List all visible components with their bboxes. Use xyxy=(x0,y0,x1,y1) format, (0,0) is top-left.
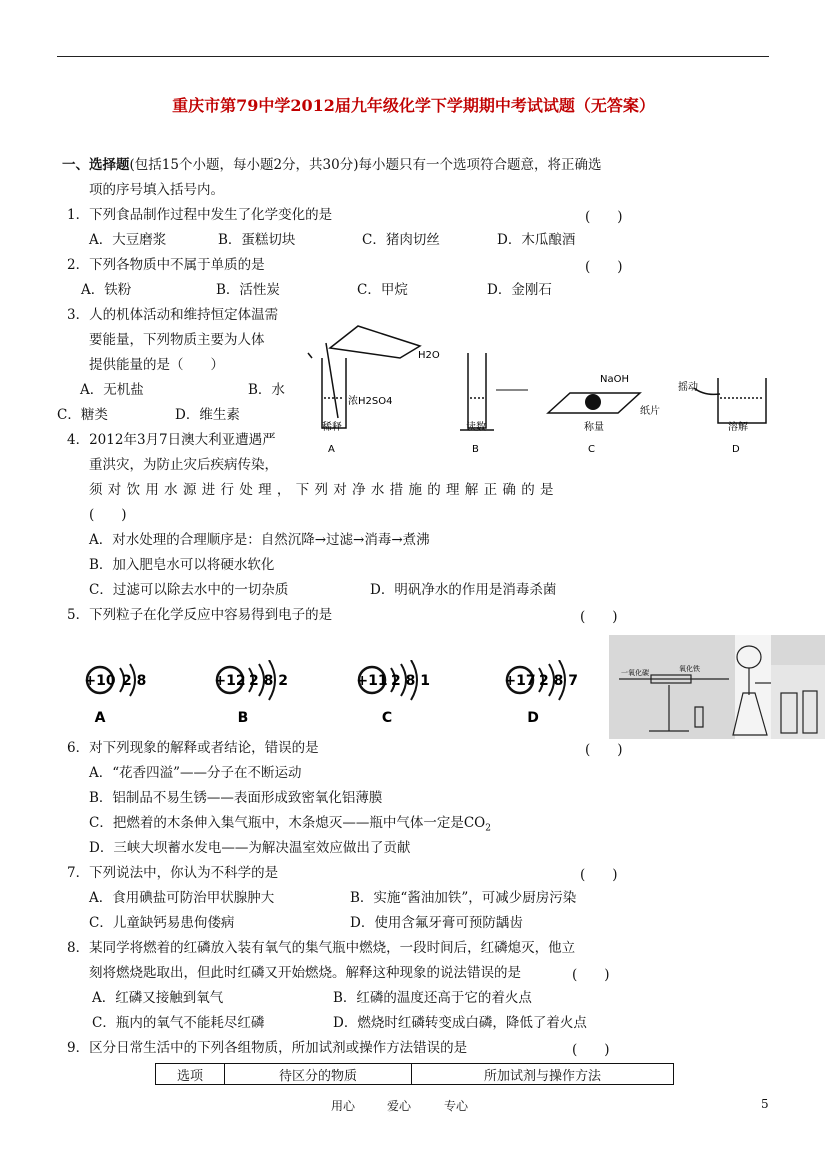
q4-option-d: D．明矾净水的作用是消毒杀菌 xyxy=(370,582,557,598)
caption-d: 溶解 xyxy=(728,422,748,433)
q4-stem-1: 4．2012年3月7日澳大利亚遭遇严 xyxy=(67,432,276,448)
letter-b: B xyxy=(472,444,479,455)
atom-c-nucleus: +11 xyxy=(357,673,388,689)
q2-answer-paren[interactable]: ( ) xyxy=(585,259,623,275)
lab-operations-figure xyxy=(300,318,770,458)
label-paper: 纸片 xyxy=(640,406,660,417)
letter-d: D xyxy=(732,444,740,455)
section-heading-rest: (包括15个小题，每小题2分，共30分)每小题只有一个选项符合题意，将正确选 xyxy=(129,157,602,173)
atom-a-svg xyxy=(80,660,200,730)
q9-table-header-row xyxy=(156,1064,674,1085)
q3-option-d: D．维生素 xyxy=(175,407,240,423)
q7-option-b: B．实施“酱油加铁”，可减少厨房污染 xyxy=(350,890,577,906)
q6-answer-paren[interactable]: ( ) xyxy=(585,742,623,758)
q8-option-d: D．燃烧时红磷转变成白磷，降低了着火点 xyxy=(333,1015,587,1031)
label-naoh: NaOH xyxy=(600,374,629,385)
q9-header-option: 选项 xyxy=(156,1064,225,1085)
q9-table xyxy=(155,1063,674,1085)
q6-option-c xyxy=(89,813,491,839)
atom-b-label: B xyxy=(237,710,249,726)
q4-answer-paren[interactable]: ( ) xyxy=(89,507,127,523)
q8-stem-1: 8．某同学将燃着的红磷放入装有氧气的集气瓶中燃烧，一段时间后，红磷熄灭，他立 xyxy=(67,940,576,956)
q3-option-b: B．水 xyxy=(248,382,285,398)
q6-stem: 6．对下列现象的解释或者结论，错误的是 xyxy=(67,740,319,756)
top-rule xyxy=(57,56,769,57)
q7-option-c: C．儿童缺钙易患佝偻病 xyxy=(89,915,235,931)
apparatus-label-iron-oxide: 氧化铁 xyxy=(679,665,700,673)
q4-option-c: C．过滤可以除去水中的一切杂质 xyxy=(89,582,289,598)
section-heading xyxy=(62,155,601,175)
q8-stem-2: 刻将燃烧匙取出，但此时红磷又开始燃烧。解释这种现象的说法错误的是 xyxy=(89,965,521,981)
caption-b: 读数 xyxy=(466,422,486,433)
q7-option-a: A．食用碘盐可防治甲状腺肿大 xyxy=(89,890,275,906)
atom-d-svg xyxy=(505,660,615,730)
footer-left: 用心 xyxy=(331,1099,356,1113)
q8-answer-paren[interactable]: ( ) xyxy=(572,967,610,983)
section-heading-cont: 项的序号填入括号内。 xyxy=(89,182,224,198)
apparatus-svg xyxy=(609,635,825,739)
q5-stem: 5．下列粒子在化学反应中容易得到电子的是 xyxy=(67,607,333,623)
q4-stem-2: 重洪灾，为防止灾后疾病传染， xyxy=(89,457,278,473)
q7-stem: 7．下列说法中，你认为不科学的是 xyxy=(67,865,279,881)
q6-option-a: A．“花香四溢”——分子在不断运动 xyxy=(89,765,302,781)
apparatus-label-co: 一氧化碳 xyxy=(621,669,649,677)
q8-option-a: A．红磷又接触到氧气 xyxy=(92,990,224,1006)
q8-option-b: B．红磷的温度还高于它的着火点 xyxy=(333,990,532,1006)
q4-stem-3: 须 对 饮 用 水 源 进 行 处 理 ， 下 列 对 净 水 措 施 的 理 解 正 确 的 是 xyxy=(89,482,554,498)
q1-answer-paren[interactable]: ( ) xyxy=(585,209,623,225)
caption-a: 稀释 xyxy=(322,422,342,433)
page-number: 5 xyxy=(761,1097,769,1111)
atom-a-nucleus: +10 xyxy=(84,673,116,689)
q4-option-a: A．对水处理的合理顺序是：自然沉降→过滤→消毒→煮沸 xyxy=(89,532,430,548)
q4-option-b: B．加入肥皂水可以将硬水软化 xyxy=(89,557,275,573)
q2-option-c: C．甲烷 xyxy=(357,282,408,298)
q6-option-c-subscript: 2 xyxy=(485,823,491,834)
q2-option-b: B．活性炭 xyxy=(216,282,280,298)
apparatus-figure xyxy=(609,635,825,739)
label-h2o: H2O xyxy=(418,350,440,361)
q6-option-c-text: C．把燃着的木条伸入集气瓶中，木条熄灭——瓶中气体一定是CO xyxy=(89,815,486,831)
atom-diagram-b xyxy=(215,660,335,730)
caption-c: 称量 xyxy=(584,422,604,433)
q9-header-method: 所加试剂与操作方法 xyxy=(412,1064,674,1085)
atom-c-label: C xyxy=(381,710,393,726)
atom-b-svg xyxy=(215,660,335,730)
q5-answer-paren[interactable]: ( ) xyxy=(580,609,618,625)
section-heading-bold: 一、选择题 xyxy=(62,157,130,173)
atom-d-shells: 2 8 7 xyxy=(539,673,578,689)
letter-c: C xyxy=(588,444,595,455)
footer-right: 专心 xyxy=(444,1099,469,1113)
page-title: 重庆市第79中学2012届九年级化学下学期期中考试试题（无答案） xyxy=(172,96,655,115)
letter-a: A xyxy=(328,444,335,455)
q3-stem-1: 3．人的机体活动和维持恒定体温需 xyxy=(67,307,279,323)
atom-d-nucleus: +17 xyxy=(505,673,536,689)
q1-stem: 1．下列食品制作过程中发生了化学变化的是 xyxy=(67,207,333,223)
q9-header-substances: 待区分的物质 xyxy=(225,1064,412,1085)
q3-stem-3: 提供能量的是（ ） xyxy=(89,357,224,373)
atom-a-label: A xyxy=(94,710,106,726)
q7-answer-paren[interactable]: ( ) xyxy=(580,867,618,883)
q3-option-c: C．糖类 xyxy=(57,407,108,423)
q3-option-a: A．无机盐 xyxy=(80,382,144,398)
q1-option-d: D．木瓜酿酒 xyxy=(497,232,576,248)
q2-option-a: A．铁粉 xyxy=(81,282,132,298)
q8-option-c: C．瓶内的氧气不能耗尽红磷 xyxy=(92,1015,265,1031)
footer-middle: 爱心 xyxy=(387,1099,412,1113)
q6-option-b: B．铝制品不易生锈——表面形成致密氧化铝薄膜 xyxy=(89,790,383,806)
atom-diagram-c xyxy=(357,660,477,730)
atom-c-shells: 2 8 1 xyxy=(391,673,430,689)
label-acid: 浓H2SO4 xyxy=(348,396,393,407)
q1-option-c: C．猪肉切丝 xyxy=(362,232,440,248)
q2-stem: 2．下列各物质中不属于单质的是 xyxy=(67,257,265,273)
q2-option-d: D．金刚石 xyxy=(487,282,552,298)
atom-d-label: D xyxy=(527,710,539,726)
q9-answer-paren[interactable]: ( ) xyxy=(572,1042,610,1058)
q1-option-b: B．蛋糕切块 xyxy=(218,232,296,248)
naoh-pellet xyxy=(585,394,601,410)
atom-b-nucleus: +12 xyxy=(215,673,246,689)
label-shake: 摇动 xyxy=(678,382,698,393)
atom-b-shells: 2 8 2 xyxy=(249,673,288,689)
atom-c-svg xyxy=(357,660,477,730)
atom-a-shells: 2 8 xyxy=(122,673,147,689)
q7-option-d: D．使用含氟牙膏可预防龋齿 xyxy=(350,915,523,931)
atom-diagram-d xyxy=(505,660,615,730)
q9-stem: 9．区分日常生活中的下列各组物质，所加试剂或操作方法错误的是 xyxy=(67,1040,468,1056)
q6-option-d: D．三峡大坝蓄水发电——为解决温室效应做出了贡献 xyxy=(89,840,411,856)
q1-option-a: A．大豆磨浆 xyxy=(89,232,167,248)
atom-diagram-a xyxy=(80,660,200,730)
q3-stem-2: 要能量，下列物质主要为人体 xyxy=(89,332,265,348)
